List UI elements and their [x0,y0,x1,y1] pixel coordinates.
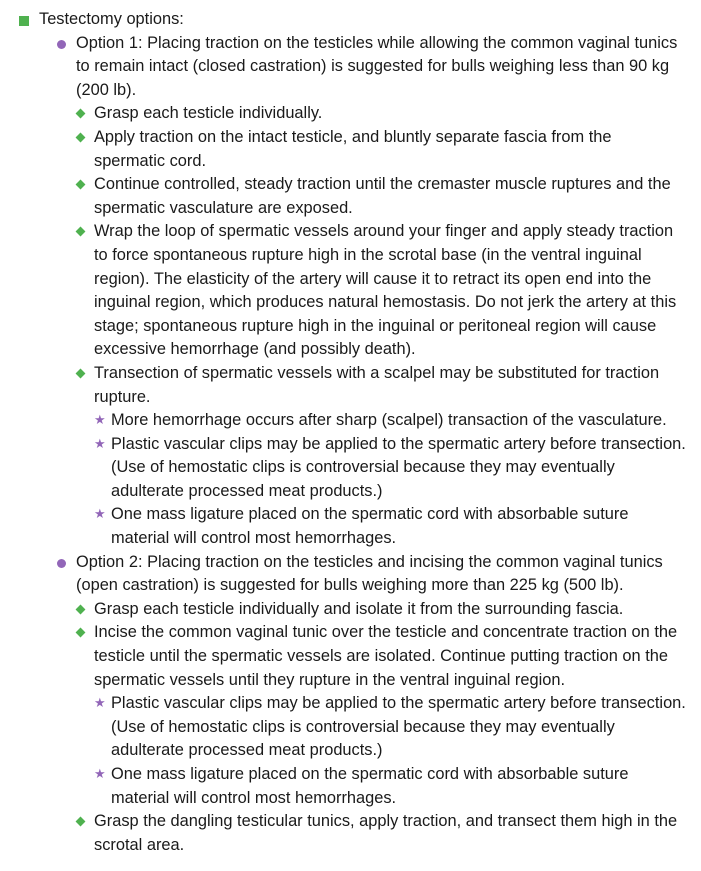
note-text: One mass ligature placed on the spermatic cord with absorbable suture material will control most hemorrhages. [111,765,629,807]
star-bullet-icon: ★ [94,767,106,782]
step-item [76,362,687,551]
star-bullet-icon: ★ [94,696,106,712]
note-item [94,503,687,550]
notes-list [94,692,687,810]
dot-bullet-icon [57,559,66,568]
step-item [76,126,687,173]
note-item [94,692,687,763]
step-text: Transection of spermatic vessels with a scalpel may be substituted for traction rupture. [94,363,660,406]
outline-list [19,8,687,857]
note-text: One mass ligature placed on the spermatic cord with absorbable suture material will control most hemorrhages. [111,505,629,548]
step-text: Grasp the dangling testicular tunics, apply traction, and transect them high in the scrotal area. [94,812,678,854]
option-item [57,551,687,858]
note-item [94,763,687,810]
option-text: Option 1: Placing traction on the testicles while allowing the common vaginal tunics to remain intact (closed castration) is suggested for bulls weighing less than 90 kg (200 lb). [76,33,678,99]
star-bullet-icon: ★ [94,436,106,452]
step-text: Apply traction on the intact testicle, and bluntly separate fascia from the spermatic cord. [94,127,612,170]
step-text: Incise the common vaginal tunic over the testicle and concentrate traction on the testicle until the spermatic vessels are isolated. Continue putting traction on the spermatic vessels until they rupture in the ventral inguinal region. [94,623,678,689]
step-item [76,173,687,220]
diamond-bullet-icon [76,628,86,638]
note-text: Plastic vascular clips may be applied to the spermatic artery before transection. (Use of hemostatic clips is controversial because they may eventually adulterate processed meat products.) [111,434,686,500]
diamond-bullet-icon [76,180,86,190]
square-bullet-icon [19,16,29,26]
step-text: Grasp each testicle individually. [94,104,323,123]
step-item [76,220,687,362]
dot-bullet-icon [57,40,66,49]
steps-list [76,102,687,550]
step-item [76,598,687,622]
diamond-bullet-icon [76,604,86,614]
step-item [76,621,687,810]
option-text: Option 2: Placing traction on the testicles and incising the common vaginal tunics (open castration) is suggested for bulls weighing more than 225 kg (500 lb). [76,552,663,595]
option-item [57,32,687,551]
diamond-bullet-icon [76,817,86,827]
step-text: Continue controlled, steady traction until the cremaster muscle ruptures and the spermatic vasculature are exposed. [94,175,671,217]
diamond-bullet-icon [76,227,86,237]
diamond-bullet-icon [76,109,86,119]
diamond-bullet-icon [76,368,86,378]
step-text: Wrap the loop of spermatic vessels around your finger and apply steady traction to force spontaneous rupture high in the scrotal base (in the ventral inguinal region). The elasticity of the artery will cause it to retract its open end into the inguinal region, which produces natural hemostasis. Do not jerk the artery at this stage; spontaneous rupture high in the inguinal or peritoneal region will cause excessive hemorrhage (and possibly death). [94,222,677,359]
step-text: Grasp each testicle individually and isolate it from the surrounding fascia. [94,599,624,618]
options-list [57,32,687,858]
steps-list [76,598,687,858]
heading-text: Testectomy options: [39,10,184,28]
note-text: More hemorrhage occurs after sharp (scalpel) transaction of the vasculature. [111,411,667,430]
star-bullet-icon: ★ [94,413,106,429]
note-text: Plastic vascular clips may be applied to the spermatic artery before transection. (Use of hemostatic clips is controversial because they may eventually adulterate processed meat products.) [111,694,686,760]
step-item [76,810,687,857]
heading-item [19,8,687,857]
notes-list [94,409,687,551]
step-item [76,102,687,126]
note-item [94,409,687,433]
note-item [94,433,687,504]
diamond-bullet-icon [76,133,86,143]
star-bullet-icon: ★ [94,507,106,523]
